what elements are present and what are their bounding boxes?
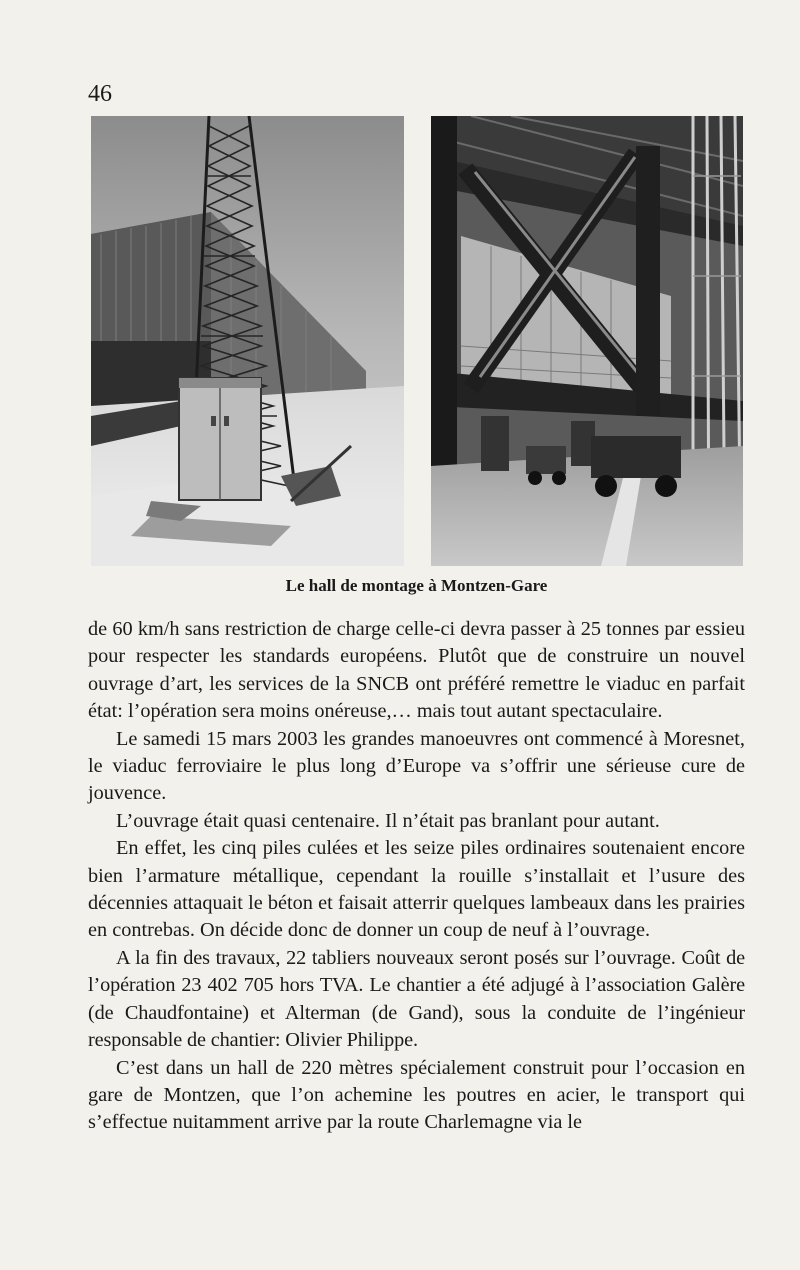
photo-caption: Le hall de montage à Montzen-Gare [285, 576, 548, 595]
page-number: 46 [88, 81, 112, 107]
paragraph-5: A la fin des travaux, 22 tabliers nouveaux seront posés sur l’ouvrage. Coût de l’opération 23 402 705 hors TVA. Le chantier a été adjugé à l’association Galère (de Chaudfontaine) et Alterman (de Gand), sous la conduite de l’ingénieur responsable de chantier: Olivier Philippe. [88, 946, 745, 1052]
paragraph-3: L’ouvrage était quasi centenaire. Il n’était pas branlant pour autant. [116, 809, 660, 832]
body-text [88, 616, 745, 1137]
photo-construction-tower [91, 116, 404, 566]
paragraph-1: de 60 km/h sans restriction de charge celle-ci devra passer à 25 tonnes par essieu pour respecter les standards européens. Plutôt que de construire un nouvel ouvrage d’art, les services de la SNCB ont préféré remettre le viaduc en parfait état: l’opération sera moins onéreuse,… mais tout autant spectaculaire. [88, 618, 745, 723]
paragraph-6: C’est dans un hall de 220 mètres spécialement construit pour l’occasion en gare de Montzen, que l’on achemine les poutres en acier, le transport qui s’effectue nuitamment arrive par la route Charlemagne via le [88, 1056, 745, 1134]
paragraph-2: Le samedi 15 mars 2003 les grandes manoeuvres ont commencé à Moresnet, le viaduc ferroviaire le plus long d’Europe va s’offrir une sérieuse cure de jouvence. [88, 727, 745, 805]
paragraph-4: En effet, les cinq piles culées et les seize piles ordinaires soutenaient encore bien l’armature métallique, cependant la rouille s’installait et l’usure des décennies attaquait le béton et faisait atterrir quelques lambeaux dans les prairies en contrebas. On décide donc de donner un coup de neuf à l’ouvrage. [88, 837, 745, 942]
photo-viaduct-steel-beams [431, 116, 743, 566]
